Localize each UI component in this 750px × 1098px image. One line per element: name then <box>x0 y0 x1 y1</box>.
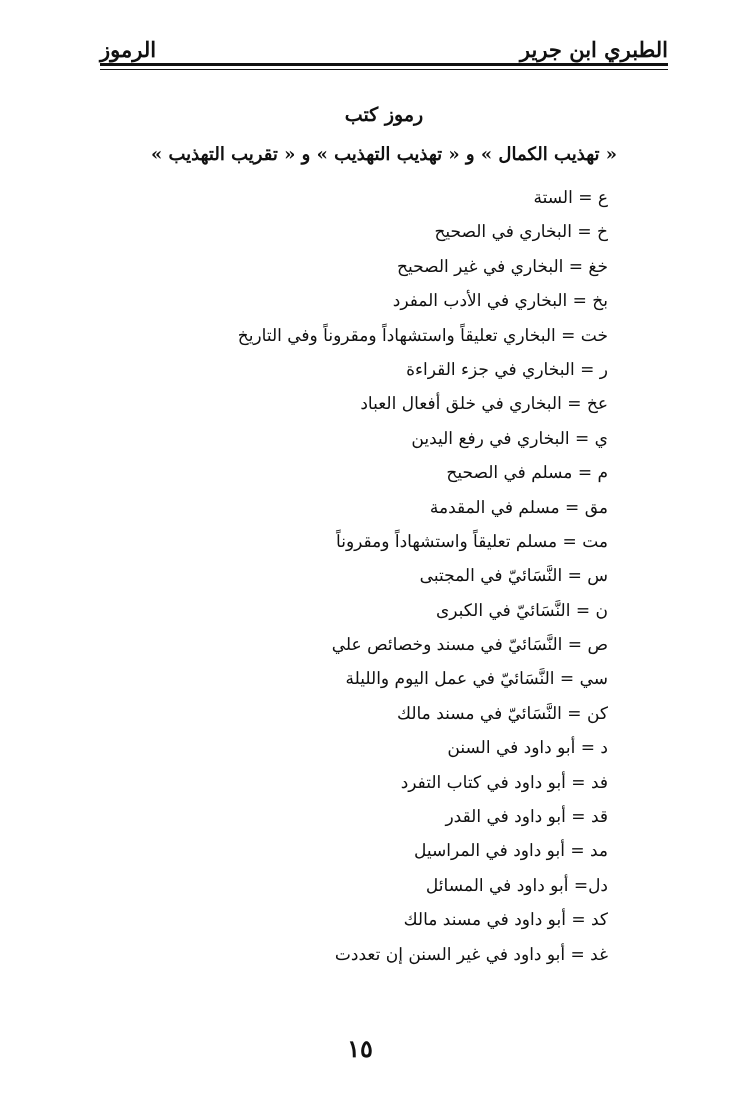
running-header <box>100 30 668 62</box>
abbreviation-entry: فد = أبو داود في كتاب التفرد <box>400 772 608 793</box>
section-label: الرموز <box>100 37 157 62</box>
book-title: الطبري ابن جرير <box>519 37 668 62</box>
abbreviation-entry: مت = مسلم تعليقاً واستشهاداً ومقروناً <box>336 531 608 552</box>
abbreviation-entry: كد = أبو داود في مسند مالك <box>403 910 608 931</box>
abbreviation-entry: قد = أبو داود في القدر <box>445 807 608 828</box>
abbreviation-entry: خ = البخاري في الصحيح <box>434 222 608 243</box>
abbreviation-entry: غد = أبو داود في غير السنن إن تعددت <box>334 944 608 965</box>
abbreviation-entry: س = النَّسَائيّ في المجتبى <box>419 566 608 587</box>
abbreviation-entry: ع = الستة <box>533 188 608 208</box>
abbreviation-entry: مق = مسلم في المقدمة <box>429 497 608 518</box>
abbreviation-entry: دل= أبو داود في المسائل <box>425 875 608 896</box>
abbreviation-entry: د = أبو داود في السنن <box>447 738 608 759</box>
abbreviation-entry: ص = النَّسَائيّ في مسند وخصائص علي <box>331 635 608 656</box>
abbreviation-entry: خت = البخاري تعليقاً واستشهاداً ومقروناً وفي التاريخ <box>237 325 608 346</box>
section-subtitle: « تهذيب الكمال » و « تهذيب التهذيب » و « تقريب التهذيب » <box>150 144 618 165</box>
abbreviation-entry: كن = النَّسَائيّ في مسند مالك <box>397 703 608 724</box>
abbreviation-entry: سي = النَّسَائيّ في عمل اليوم والليلة <box>345 669 608 690</box>
abbreviation-entry: مد = أبو داود في المراسيل <box>414 841 608 862</box>
header-rule-thin <box>100 69 668 70</box>
abbreviation-entry: بخ = البخاري في الأدب المفرد <box>392 291 608 312</box>
page-number: ١٥ <box>347 1034 373 1063</box>
abbreviation-entry: خغ = البخاري في غير الصحيح <box>397 256 608 277</box>
abbreviation-entry: ر = البخاري في جزء القراءة <box>406 359 608 380</box>
abbreviation-list <box>238 181 608 972</box>
header-rule <box>100 63 668 66</box>
abbreviation-entry: ن = النَّسَائيّ في الكبرى <box>435 600 608 621</box>
abbreviation-entry: عخ = البخاري في خلق أفعال العباد <box>360 394 608 415</box>
abbreviation-entry: م = مسلم في الصحيح <box>446 463 608 484</box>
section-title: رموز كتب <box>344 104 424 126</box>
abbreviation-entry: ي = البخاري في رفع اليدين <box>411 428 608 449</box>
